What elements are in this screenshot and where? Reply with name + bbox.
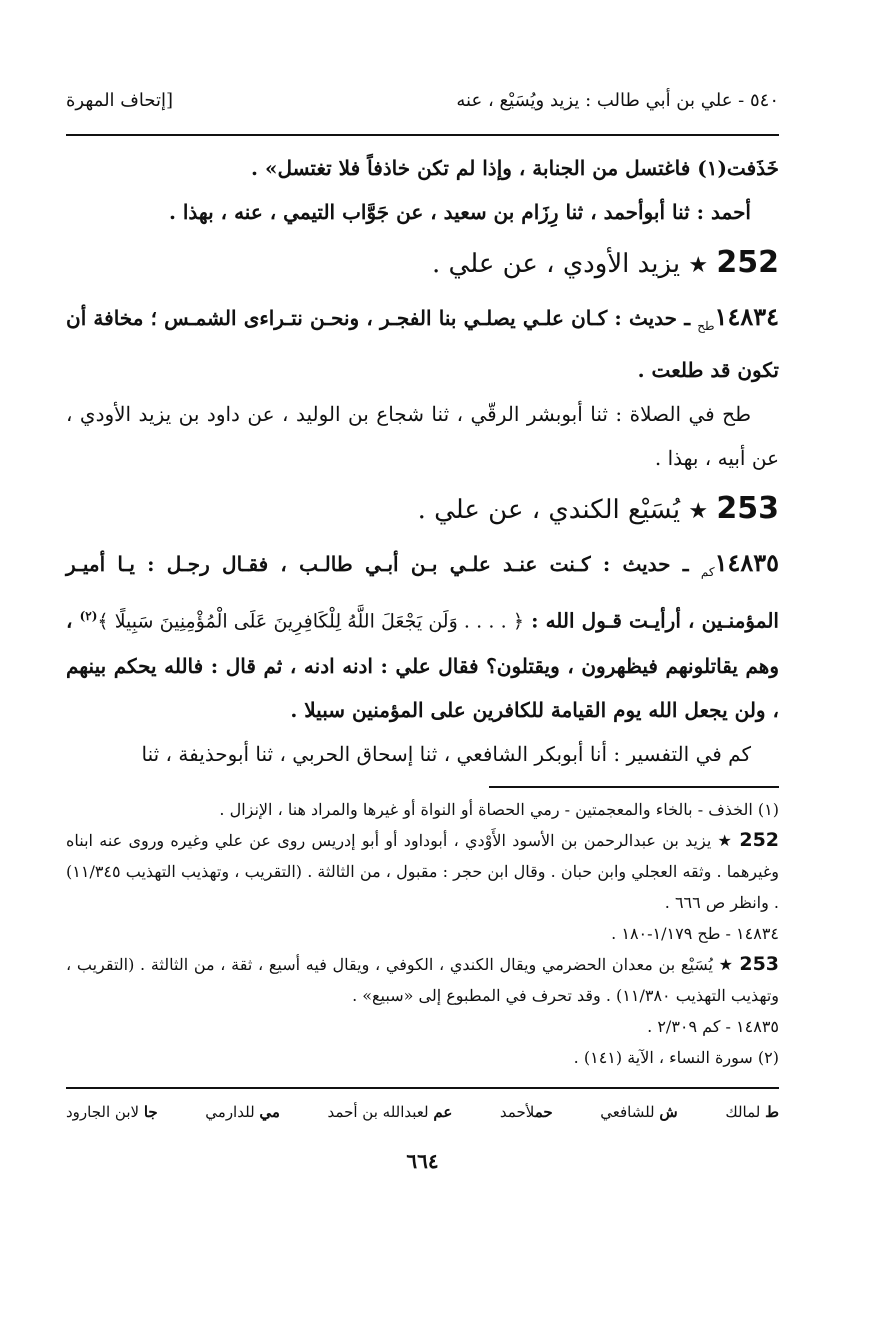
footnote-narrator-253 — [66, 949, 779, 1011]
paragraph-chain-hakim: كم في التفسير : أنا أبوبكر الشافعي ، ثنا إسحاق الحربي ، ثنا أبوحذيفة ، ثنا — [141, 741, 751, 766]
legend-code: عم — [433, 1102, 453, 1121]
narrator-heading-253 — [66, 482, 779, 539]
legend-rule — [66, 1087, 779, 1089]
footnote-hadith-14834: ١٤٨٣٤ - طح ١/١٧٩-١٨٠ . — [611, 923, 779, 943]
footnote-ref: (٢) — [79, 609, 98, 623]
narrator-number: 252 — [739, 828, 780, 851]
star-icon: ★ — [718, 954, 734, 974]
narrator-heading-252 — [66, 236, 779, 293]
legend-code: ش — [659, 1102, 678, 1121]
legend-code: جا — [143, 1102, 158, 1121]
narrator-number: 252 — [716, 245, 779, 280]
quran-verse: ﴿ . . . . وَلَن يَجْعَلَ اللَّهُ لِلْكَافِرِينَ عَلَى الْمُؤْمِنِينَ سَبِيلًا ﴾ — [97, 610, 524, 633]
paragraph-chain-ahmad — [66, 190, 779, 234]
legend-item — [66, 1103, 158, 1121]
header-book-title: [إتحاف المهرة — [66, 90, 174, 111]
star-icon: ★ — [688, 253, 709, 278]
legend-code: ط — [765, 1102, 779, 1121]
header-chapter-title: ٥٤٠ - علي بن أبي طالب : يزيد ويُسَيْع ، عنه — [456, 90, 779, 111]
main-text — [66, 146, 779, 776]
hadith-number: ١٤٨٣٤ — [714, 302, 779, 331]
footnote-2: (٢) سورة النساء ، الآية (١٤١) . — [573, 1047, 779, 1067]
page — [66, 90, 779, 1173]
paragraph-chain-tahawi: طح في الصلاة : ثنا أبوبشر الرقّي ، ثنا شجاع بن الوليد ، عن داود بن يزيد الأودي ، عن أبيه ، بهذا . — [66, 402, 779, 470]
legend-item — [205, 1103, 280, 1121]
abbreviation-legend — [66, 1103, 779, 1121]
running-header — [66, 90, 779, 134]
star-icon: ★ — [688, 499, 709, 524]
footnote-1: (١) الخذف - بالخاء والمعجمتين - رمي الحصاة أو النواة أو غيرها والمراد هنا ، الإنزال . — [219, 799, 779, 819]
legend-item — [328, 1103, 453, 1121]
legend-label: لأحمد — [499, 1102, 535, 1121]
hadith-text-a: ـ حديث : كـنت عنـد علـي بـن أبـي طالـب ، فقـال رجـل : يـا أميـر المؤمنـين ، أرأيـت قـول الله : — [66, 552, 779, 633]
star-icon: ★ — [717, 830, 734, 850]
legend-label: للدارمي — [205, 1102, 255, 1121]
paragraph-chain-ahmad-text: أحمد : ثنا أبوأحمد ، ثنا رِزَام بن سعيد ، عن جَوَّاب التيمي ، عنه ، بهذا . — [168, 200, 751, 224]
footnote-rule — [489, 786, 779, 788]
narrator-number: 253 — [739, 952, 780, 975]
narrator-name: يُسَيْع الكندي ، عن علي . — [417, 495, 681, 525]
hadith-number: ١٤٨٣٥ — [714, 548, 780, 577]
footnote-hadith-14835: ١٤٨٣٥ - كم ٢/٣٠٩ . — [647, 1016, 779, 1036]
legend-item — [725, 1103, 779, 1121]
header-rule — [66, 134, 779, 136]
hadith-14835 — [66, 541, 779, 732]
narrator-number: 253 — [716, 491, 779, 526]
source-sigil: طح — [697, 319, 715, 333]
legend-label: لمالك — [725, 1102, 761, 1121]
page-number: ٦٦٤ — [406, 1148, 439, 1173]
hadith-text: ـ حديث : كـان علـي يصلـي بنا الفجـر ، ونحـن نتـراءى الشمـس ؛ مخافة أن تكون قد طلعت . — [66, 306, 779, 382]
legend-label: للشافعي — [600, 1102, 655, 1121]
footnote-text: يزيد بن عبدالرحمن بن الأسود الأَوْدي ، أبوداود أو أبو إدريس روى عن علي وغيره وروى عنه ابناه وغيرهما . وثقه العجلي وابن حبان . وقال ابن حجر : مقبول ، من الثالثة . (التقريب ، وتهذيب التهذيب ١١/٣٤٥) . وانظر ص ٦٦٦ . — [66, 830, 779, 912]
legend-code: حم — [534, 1102, 553, 1121]
hadith-14834 — [66, 295, 779, 392]
legend-code: مي — [259, 1102, 280, 1121]
footnote-text: يُسَيْع بن معدان الحضرمي ويقال الكندي ، الكوفي ، ويقال فيه أسيع ، ثقة ، من الثالثة . (التقريب ، وتهذيب التهذيب ١١/٣٨٠) . وقد تحرف في المطبوع إلى «سبيع» . — [66, 954, 779, 1005]
narrator-name: يزيد الأودي ، عن علي . — [432, 249, 681, 279]
legend-item — [500, 1103, 553, 1121]
hadith-text-b: ، وهم يقاتلونهم فيظهرون ، ويقتلون؟ فقال علي : ادنه ادنه ، ثم قال : فالله يحكم بينهم ، ولن يجعل الله يوم القيامة للكافرين على المؤمنين سبيلا . — [66, 608, 779, 722]
legend-label: لعبدالله بن أحمد — [327, 1102, 429, 1121]
source-sigil: كم — [700, 565, 715, 579]
footnote-narrator-252 — [66, 825, 779, 918]
legend-label: لابن الجارود — [66, 1102, 140, 1121]
legend-item — [600, 1103, 678, 1121]
footnotes — [66, 794, 779, 1073]
paragraph-continuation: خَذَفت(١) فاغتسل من الجنابة ، وإذا لم تكن خاذفاً فلا تغتسل» . — [251, 156, 779, 180]
